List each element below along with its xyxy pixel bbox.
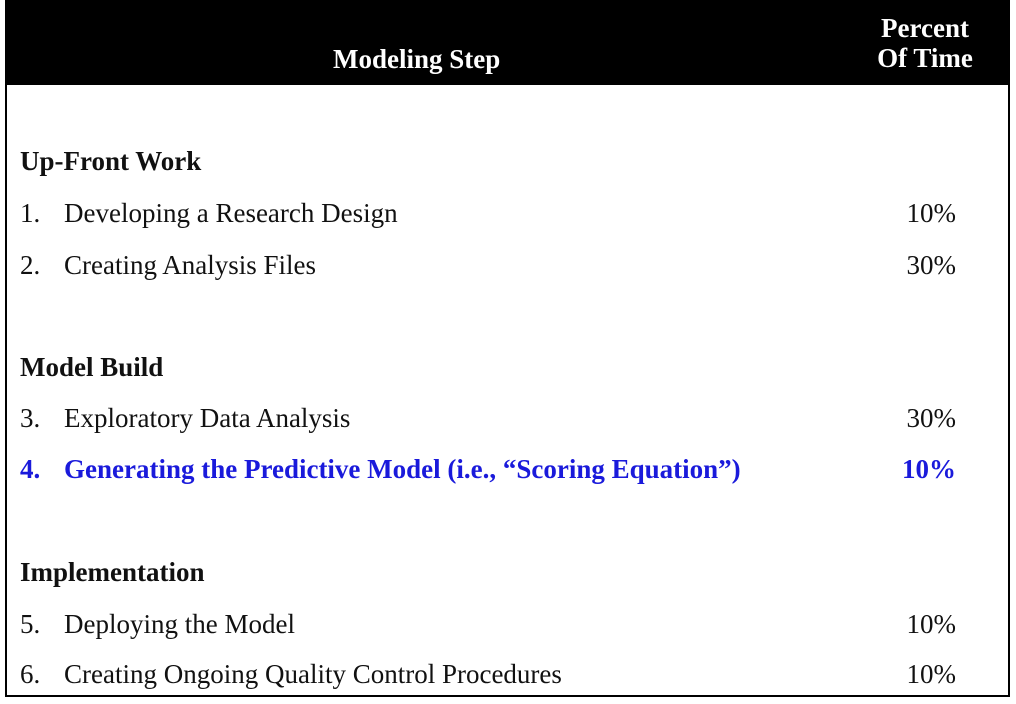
header-percent-line1: Percent [881,13,969,43]
row-percent: 10% [906,659,956,689]
header-percent-of-time [865,13,985,73]
row-percent: 30% [906,403,956,433]
row-percent: 10% [906,198,956,228]
table-row [20,197,970,229]
header-modeling-step: Modeling Step [333,44,501,74]
row-number: 4. [20,454,41,484]
modeling-steps-table [5,0,1010,697]
row-label: Generating the Predictive Model (i.e., “Scoring Equation”) [64,454,741,484]
table-row-highlighted [20,453,970,485]
row-label: Creating Analysis Files [64,250,316,280]
table-row [20,249,970,281]
row-number: 2. [20,250,41,280]
section-title-implementation: Implementation [20,557,205,587]
row-number: 6. [20,659,41,689]
row-percent: 10% [906,609,956,639]
table-row [20,658,970,690]
row-percent: 10% [902,454,956,484]
row-number: 3. [20,403,41,433]
row-label: Developing a Research Design [64,198,398,228]
row-percent: 30% [906,250,956,280]
table-row [20,402,970,434]
row-number: 5. [20,609,41,639]
section-title-model-build: Model Build [20,352,164,382]
row-label: Exploratory Data Analysis [64,403,351,433]
row-label: Creating Ongoing Quality Control Procedures [64,659,562,689]
row-number: 1. [20,198,41,228]
table-row [20,608,970,640]
table-header [7,2,1008,85]
header-percent-line2: Of Time [877,43,973,73]
section-title-up-front-work: Up-Front Work [20,146,202,176]
row-label: Deploying the Model [64,609,295,639]
